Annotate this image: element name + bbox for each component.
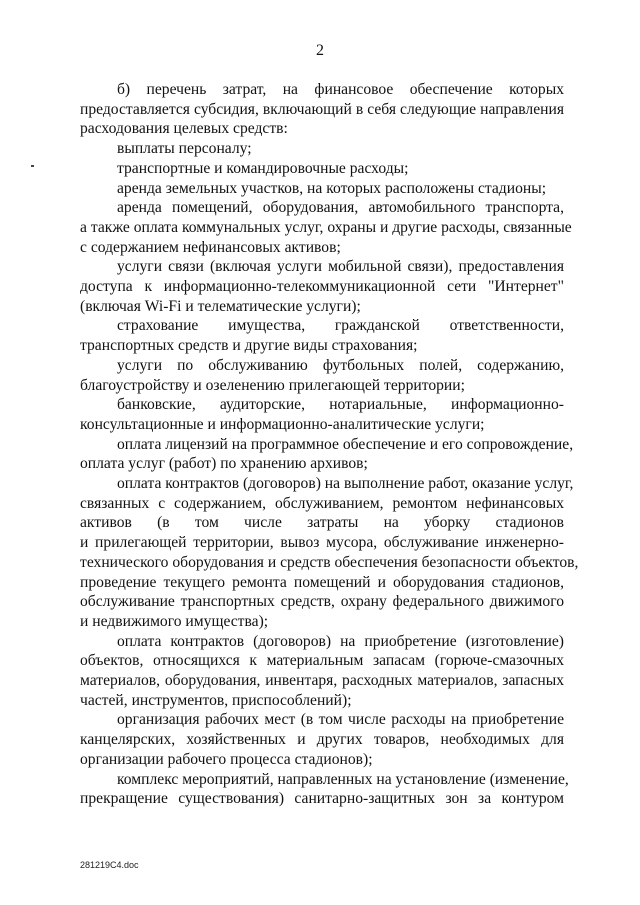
- text-line: аренда земельных участков, на которых расположены стадионы;: [117, 179, 547, 197]
- text-line: проведение текущего ремонта помещений и оборудования стадионов,: [80, 573, 564, 591]
- text-line: частей, инструментов, приспособлений);: [80, 691, 352, 709]
- text-line: а также оплата коммунальных услуг, охраны и другие расходы, связанные: [80, 218, 572, 236]
- margin-dot: [31, 165, 34, 167]
- text-line: материалов, оборудования, инвентаря, расходных материалов, запасных: [80, 672, 564, 689]
- page-number: 2: [316, 42, 324, 59]
- text-line: услуги связи (включая услуги мобильной связи), предоставления: [117, 258, 564, 276]
- text-line: и прилегающей территории, вывоз мусора, обслуживание инженерно-: [80, 534, 564, 552]
- text-line: банковские, аудиторские, нотариальные, информационно-: [117, 396, 564, 414]
- text-line: б) перечень затрат, на финансовое обеспечение которых: [117, 81, 564, 98]
- text-line: расходования целевых средств:: [80, 120, 288, 138]
- text-line: транспортные и командировочные расходы;: [117, 159, 409, 177]
- text-line: транспортных средств и другие виды страхования;: [80, 337, 418, 355]
- text-line: объектов, относящихся к материальным запасам (горюче-смазочных: [80, 652, 564, 670]
- document-footer-filename: 281219C4.doc: [80, 860, 139, 870]
- text-line: выплаты персоналу;: [117, 140, 252, 158]
- text-line: технического оборудования и средств обеспечения безопасности объектов,: [80, 553, 579, 571]
- text-line: оплата контрактов (договоров) на приобретение (изготовление): [117, 632, 564, 650]
- text-line: комплекс мероприятий, направленных на установление (изменение,: [117, 770, 569, 788]
- text-line: услуги по обслуживанию футбольных полей, содержанию,: [117, 356, 564, 374]
- text-line: организация рабочих мест (в том числе расходы на приобретение: [117, 711, 564, 729]
- text-line: и недвижимого имущества);: [80, 612, 269, 630]
- text-line: оплата контрактов (договоров) на выполнение работ, оказание услуг,: [117, 475, 574, 492]
- text-line: благоустройству и озеленению прилегающей территории;: [80, 376, 465, 394]
- text-line: страхование имущества, гражданской ответственности,: [117, 317, 564, 335]
- text-line: (включая Wi-Fi и телематические услуги);: [80, 297, 361, 315]
- text-line: оплата лицензий на программное обеспечение и его сопровождение,: [117, 435, 574, 453]
- text-line: прекращение существования) санитарно-защитных зон за контуром: [80, 790, 564, 808]
- text-line: доступа к информационно-телекоммуникационной сети "Интернет": [80, 278, 564, 295]
- text-line: аренда помещений, оборудования, автомобильного транспорта,: [117, 199, 564, 217]
- text-line: оплата услуг (работ) по хранению архивов;: [80, 455, 368, 473]
- text-line: предоставляется субсидия, включающий в себя следующие направления: [80, 100, 564, 118]
- text-line: активов (в том числе затраты на уборку стадионов: [80, 514, 564, 532]
- text-line: канцелярских, хозяйственных и других товаров, необходимых для: [80, 731, 564, 749]
- text-line: организации рабочего процесса стадионов);: [80, 750, 373, 768]
- text-line: обслуживание транспортных средств, охрану федерального движимого: [80, 593, 564, 611]
- text-line: с содержанием нефинансовых активов;: [80, 238, 341, 256]
- text-line: консультационные и информационно-аналитические услуги;: [80, 415, 485, 433]
- text-line: связанных с содержанием, обслуживанием, ремонтом нефинансовых: [80, 494, 564, 512]
